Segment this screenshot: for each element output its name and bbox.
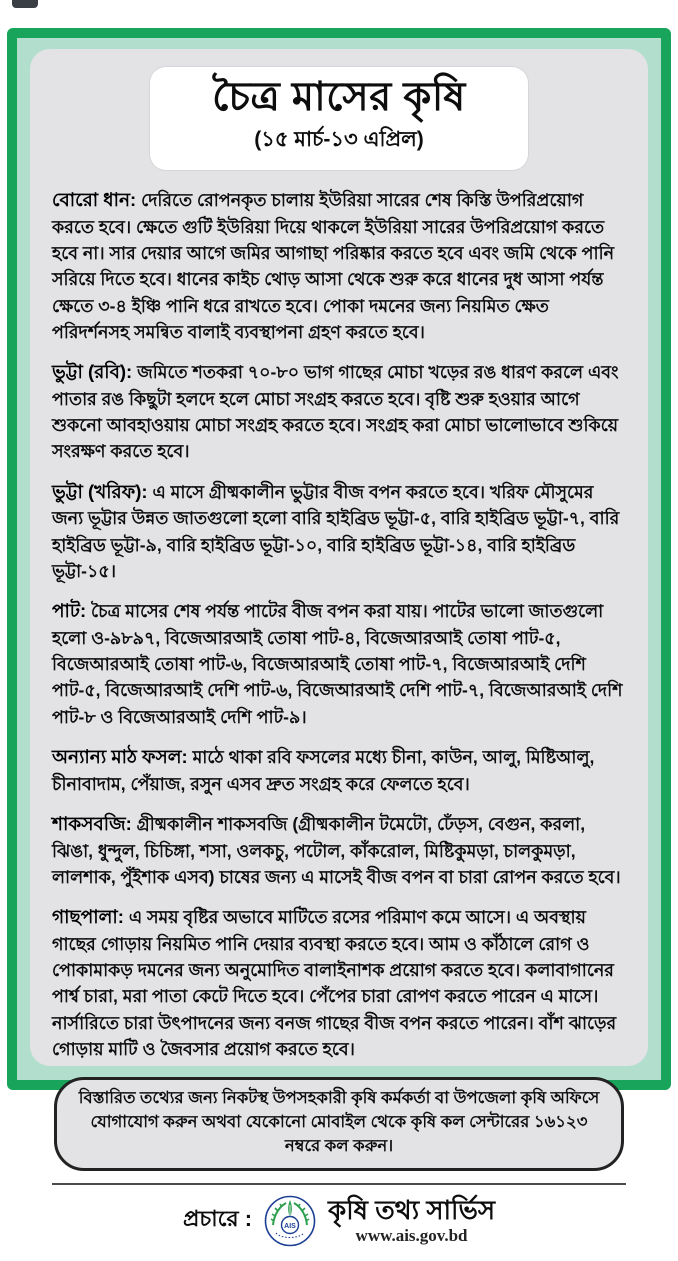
section-boro-dhan bbox=[52, 186, 626, 345]
section-heading: বোরো ধান: bbox=[52, 189, 137, 210]
footer-separator bbox=[52, 1183, 626, 1185]
section-bhutta-rabi bbox=[52, 358, 626, 465]
section-body: চৈত্র মাসের শেষ পর্যন্ত পাটের বীজ বপন করা যায়। পাটের ভালো জাতগুলো হলো ও-৯৮৯৭, বিজেআরআই তোষা পাট-৪, বিজেআরআই তোষা পাট-৫, বিজেআরআই তোষা পাট-৬, বিজেআরআই তোষা পাট-৭, বিজেআরআই দেশি পাট-৫, বিজেআরআই দেশি পাট-৬, বিজেআরআই দেশি পাট-৭, বিজেআরআই দেশি পাট-৮ ও বিজেআরআই দেশি পাট-৯। bbox=[52, 601, 623, 727]
ais-logo-icon bbox=[264, 1195, 316, 1247]
title-box bbox=[150, 67, 528, 170]
section-body: মাঠে থাকা রবি ফসলের মধ্যে চীনা, কাউন, আলু, মিষ্টিআলু, চীনাবাদাম, পেঁয়াজ, রসুন এসব দ্রুত সংগ্রহ করে ফেলতে হবে। bbox=[52, 746, 595, 794]
section-trees bbox=[52, 903, 626, 1062]
section-body: জমিতে শতকরা ৭০-৮০ ভাগ গাছের মোচা খড়ের রঙ ধারণ করলে এবং পাতার রঙ কিছুটা হলদে হলে মোচা সংগ্রহ করতে হবে। বৃষ্টি শুরু হওয়ার আগে শুকনো আবহাওয়ায় মোচা সংগ্রহ করতে হবে। সংগ্রহ করা মোচা ভালোভাবে শুকিয়ে সংরক্ষণ করতে হবে। bbox=[52, 362, 619, 462]
scan-artifact bbox=[12, 0, 38, 8]
section-body: এ মাসে গ্রীষ্মকালীন ভুট্টার বীজ বপন করতে হবে। খরিফ মৌসুমের জন্য ভূট্টার উন্নত জাতগুলো হলো বারি হাইব্রিড ভূট্টা-৫, বারি হাইব্রিড ভূট্টা-৭, বারি হাইব্রিড ভূট্টা-৯, বারি হাইব্রিড ভূট্টা-১০, বারি হাইব্রিড ভূট্টা-১৪, বারি হাইব্রিড ভূট্টা-১৫। bbox=[52, 481, 620, 581]
page-date-range: (১৫ মার্চ-১৩ এপ্রিল) bbox=[254, 128, 424, 151]
section-heading: ভুট্টা (রবি): bbox=[52, 361, 133, 382]
contact-info-box bbox=[54, 1077, 624, 1171]
section-heading: অন্যান্য মাঠ ফসল: bbox=[52, 745, 188, 767]
footer bbox=[52, 1195, 626, 1261]
section-heading: গাছপালা: bbox=[52, 906, 124, 927]
publisher-label: প্রচারে : bbox=[182, 1206, 253, 1232]
footer-org-block bbox=[328, 1196, 495, 1246]
section-heading: পাট: bbox=[52, 600, 87, 621]
section-heading: ভুট্টা (খরিফ): bbox=[52, 480, 148, 502]
section-other-field-crops bbox=[52, 743, 626, 797]
section-heading: শাকসবজি: bbox=[52, 812, 132, 834]
leaflet-frame bbox=[7, 28, 671, 1245]
sections-container bbox=[52, 186, 626, 1075]
page-title: চৈত্র মাসের কৃষি bbox=[212, 75, 466, 119]
leaflet-sheet bbox=[30, 49, 648, 1245]
section-vegetables bbox=[52, 810, 626, 890]
section-pat bbox=[52, 597, 626, 730]
section-body: এ সময় বৃষ্টির অভাবে মাটিতে রসের পরিমাণ কমে আসে। এ অবস্থায় গাছের গোড়ায় নিয়মিত পানি দেয়ার ব্যবস্থা করতে হবে। আম ও কাঁঠালে রোগ ও পোকামাকড় দমনের জন্য অনুমোদিত বালাইনাশক প্রয়োগ করতে হবে। কলাবাগানের পার্শ্ব চারা, মরা পাতা কেটে দিতে হবে। পেঁপের চারা রোপণ করতে পারেন এ মাসে। নার্সারিতে চারা উৎপাদনের জন্য বনজ গাছের বীজ বপন করতে পারেন। বাঁশ ঝাড়ের গোড়ায় মাটি ও জৈবসার প্রয়োগ করতে হবে। bbox=[52, 907, 617, 1059]
section-body: গ্রীষ্মকালীন শাকসবজি (গ্রীষ্মকালীন টমেটো, ঢেঁড়স, বেগুন, করলা, ঝিঙা, ধুন্দুল, চিচিঙ্গা, শসা, ওলকচু, পটোল, কাঁকরোল, মিষ্টিকুমড়া, চালকুমড়া, লালশাক, পুঁইশাক এসব) চাষের জন্য এ মাসেই বীজ বপন বা চারা রোপন করতে হবে। bbox=[52, 813, 621, 887]
section-body: দেরিতে রোপনকৃত চালায় ইউরিয়া সারের শেষ কিস্তি উপরিপ্রয়োগ করতে হবে। ক্ষেতে গুটি ইউরিয়া দিয়ে থাকলে ইউরিয়া সারের উপরিপ্রয়োগ করতে হবে না। সার দেয়ার আগে জমির আগাছা পরিষ্কার করতে হবে এবং জমি থেকে পানি সরিয়ে দিতে হবে। ধানের কাইচ থোড় আসা থেকে শুরু করে ধানের দুধ আসা পর্যন্ত ক্ষেতে ৩-৪ ইঞ্চি পানি ধরে রাখতে হবে। পোকা দমনের জন্য নিয়মিত ক্ষেত পরিদর্শনসহ সমন্বিত বালাই ব্যবস্থাপনা গ্রহণ করতে হবে। bbox=[52, 190, 615, 342]
org-name: কৃষি তথ্য সার্ভিস bbox=[328, 1194, 496, 1225]
org-website-link[interactable]: www.ais.gov.bd bbox=[355, 1225, 468, 1245]
ais-logo-text: AIS bbox=[284, 1222, 296, 1230]
contact-info-text: বিস্তারিত তথ্যের জন্য নিকটস্থ উপসহকারী কৃষি কর্মকর্তা বা উপজেলা কৃষি অফিসে যোগাযোগ করুন অথবা যেকোনো মোবাইল থেকে কৃষি কল সেন্টারের ১৬১২৩ নম্বরে কল করুন। bbox=[78, 1089, 600, 1155]
section-bhutta-kharif bbox=[52, 478, 626, 585]
